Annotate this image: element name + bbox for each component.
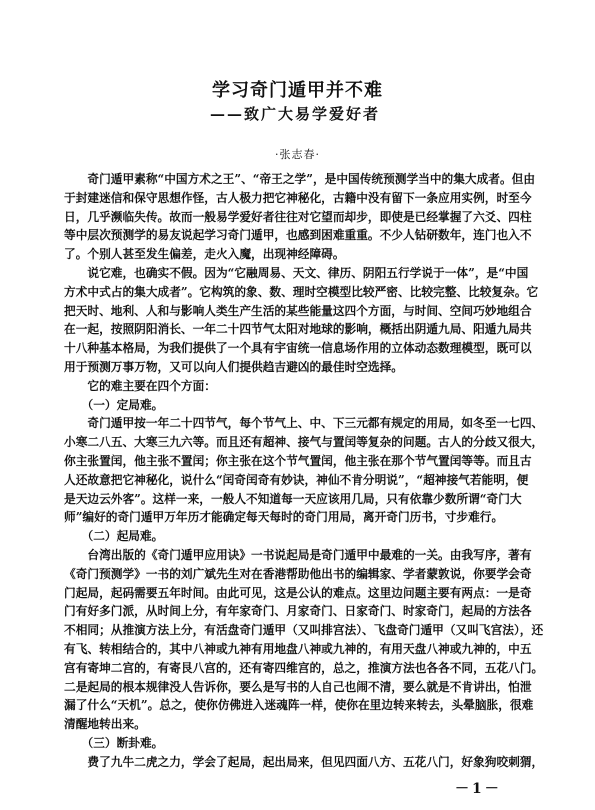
text-line: 它的难主要在四个方面： xyxy=(64,378,216,393)
section-heading: （三）断卦难。 xyxy=(64,735,164,750)
text-line: 了。个别人甚至发生偏差，走火入魔，出现神经障碍。 xyxy=(64,247,345,262)
text-line: 有飞、转相结合的，其中八神或九神有用地盘八神或九神的，有用天盘八神或九神的，中五 xyxy=(64,641,532,656)
text-line: 用于预测万事万物，又可以向人们提供趋吉避凶的最佳时空选择。 xyxy=(64,359,403,374)
text-line: 漏了什么“天机”。总之，使你仿佛进入迷魂阵一样，使你在里边转来转去，头晕脑胀，很难 xyxy=(64,698,534,713)
text-line: 十八种基本格局，为我们提供了一个具有宇宙统一信息场作用的立体动态数理模型，既可以 xyxy=(64,341,532,356)
text-line: 费了九牛二虎之力，学会了起局，起出局来，但见四面八方、五花八门，好象狗咬刺猬， xyxy=(64,754,544,769)
text-line: 是天边云外客”。这样一来，一般人不知道每一天应该用几局，只有依靠少数所谓“奇门大 xyxy=(64,491,522,506)
text-line: 奇门遁甲按一年二十四节气，每个节气上、中、下三元都有规定的用局，如冬至一七四、 xyxy=(64,416,544,431)
text-line: 你主张置闰，他主张不置闰；你主张在这个节气置闰，他主张在那个节气置闰等等。而且古 xyxy=(64,453,532,468)
text-line: 门起局，起码需要五年时间。由此可见，这是公认的难点。这里边问题主要有两点：一是奇 xyxy=(64,585,532,600)
text-line: 二是起局的根本规律没人告诉你，要么是写书的人自己也闹不清，要么就是不肯讲出，怕泄 xyxy=(64,679,532,694)
text-line: 奇门遁甲素称“中国方术之王”、“帝王之学”，是中国传统预测学当中的集大成者。但由 xyxy=(64,172,536,186)
text-line: 说它难，也确实不假。因为“它融周易、天文、律历、阴阳五行学说于一体”，是“中国 xyxy=(64,265,529,280)
text-line: 清醒地转出来。 xyxy=(64,717,146,732)
text-line: 方术中式占的集大成者”。它构筑的象、数、理时空模型比较严密、比较完整、比较复杂。它 xyxy=(64,284,539,299)
text-line: 宫有寄坤二宫的，有寄艮八宫的，还有寄四维宫的，总之，推演方法也各各不同，五花八门。 xyxy=(64,660,544,675)
text-line: 不相同；从推演方法上分，有活盘奇门遁甲（又叫排宫法）、飞盘奇门遁甲（又叫飞宫法），还 xyxy=(64,623,544,638)
text-line: 台湾出版的《奇门遁甲应用诀》一书说起局是奇门遁甲中最难的一关。由我写序，著有 xyxy=(64,547,532,562)
article-body xyxy=(64,170,558,772)
text-line: 于封建迷信和保守思想作怪，古人极力把它神秘化，古籍中没有留下一条应用实例，时至今 xyxy=(64,190,532,205)
text-line: 小寒二八五、大寒三九六等。而且还有超神、接气与置闰等复杂的问题。古人的分歧又很大， xyxy=(64,435,544,450)
text-line: 门有好多门派，从时间上分，有年家奇门、月家奇门、日家奇门、时家奇门，起局的方法各 xyxy=(64,604,532,619)
text-line: 等中层次预测学的易友说起学习奇门遁甲，也感到困难重重。不少人钻研数年，连门也入不 xyxy=(64,228,532,243)
author-name: ·张志春· xyxy=(275,148,320,161)
page-number: －1－ xyxy=(455,781,502,797)
text-line: 在一起，按照阴阳消长、一年二十四节气太阳对地球的影响，概括出阴遁九局、阳遁九局共 xyxy=(64,322,532,337)
text-line: 人还故意把它神秘化，说什么“闰奇闰奇有妙诀，神仙不肯分明说”，“超神接气若能明，便 xyxy=(64,472,529,487)
article-title: 学习奇门遁甲并不难 xyxy=(212,80,383,101)
section-heading: （一）定局难。 xyxy=(64,397,164,412)
article-subtitle: ——致广大易学爱好者 xyxy=(210,105,381,123)
text-line: 把天时、地利、人和与影响人类生产生活的某些能量这四个方面，与时间、空间巧妙地组合 xyxy=(64,303,532,318)
text-line: 日，几乎濒临失传。故而一般易学爱好者往往对它望而却步，即使是已经掌握了六爻、四柱 xyxy=(64,209,532,224)
section-heading: （二）起局难。 xyxy=(64,529,164,544)
text-line: 师”编好的奇门遁甲万年历才能确定每天每时的奇门用局，离开奇门历书，寸步难行。 xyxy=(64,510,504,525)
text-line: 《奇门预测学》一书的刘广斌先生对在香港帮助他出书的编辑家、学者蒙敦说，你要学会奇 xyxy=(64,566,532,581)
